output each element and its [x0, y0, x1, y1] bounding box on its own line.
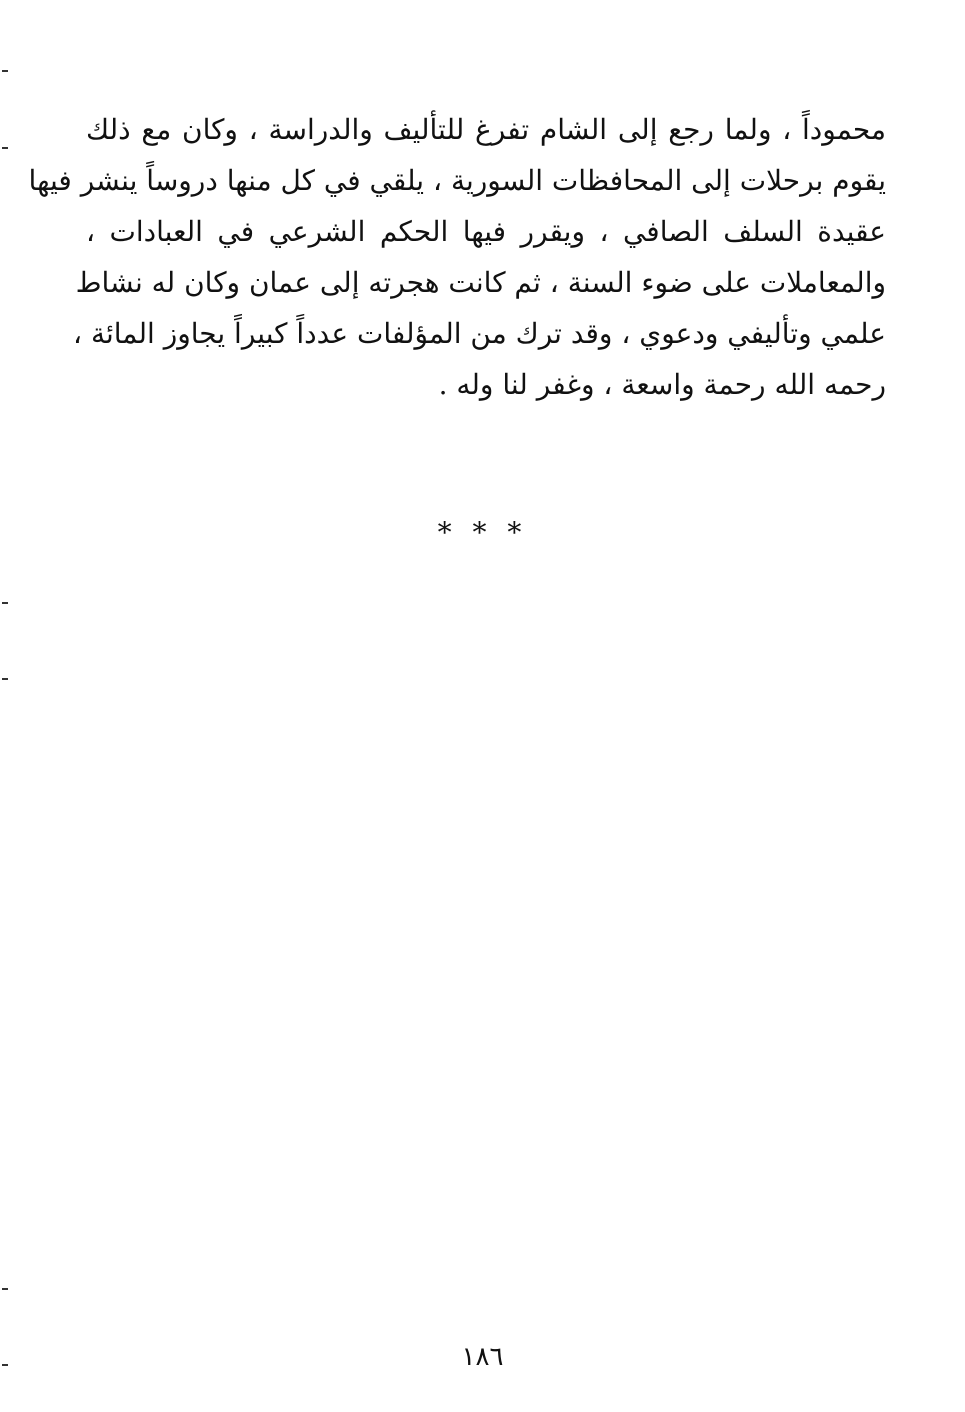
text-line-2: يقوم برحلات إلى المحافظات السورية ، يلقي في كل منها دروساً ينشر فيها — [28, 164, 886, 197]
body-paragraph — [28, 104, 886, 410]
scan-edge-mark — [2, 602, 8, 604]
page-number: ١٨٦ — [461, 1342, 504, 1372]
section-divider: * * * — [437, 516, 528, 549]
text-line-6: رحمه الله رحمة واسعة ، وغفر لنا وله . — [438, 368, 886, 401]
text-line-4: والمعاملات على ضوء السنة ، ثم كانت هجرته إلى عمان وكان له نشاط — [75, 266, 886, 299]
scan-edge-mark — [2, 1288, 8, 1290]
text-line-5: علمي وتأليفي ودعوي ، وقد ترك من المؤلفات عدداً كبيراً يجاوز المائة ، — [73, 317, 886, 350]
scan-edge-mark — [2, 678, 8, 680]
scan-edge-mark — [2, 147, 8, 149]
text-line-3: عقيدة السلف الصافي ، ويقرر فيها الحكم الشرعي في العبادات ، — [86, 215, 886, 248]
scan-edge-mark — [2, 1364, 8, 1366]
scan-edge-mark — [2, 70, 8, 72]
text-line-1: محموداً ، ولما رجع إلى الشام تفرغ للتأليف والدراسة ، وكان مع ذلك — [86, 113, 886, 146]
